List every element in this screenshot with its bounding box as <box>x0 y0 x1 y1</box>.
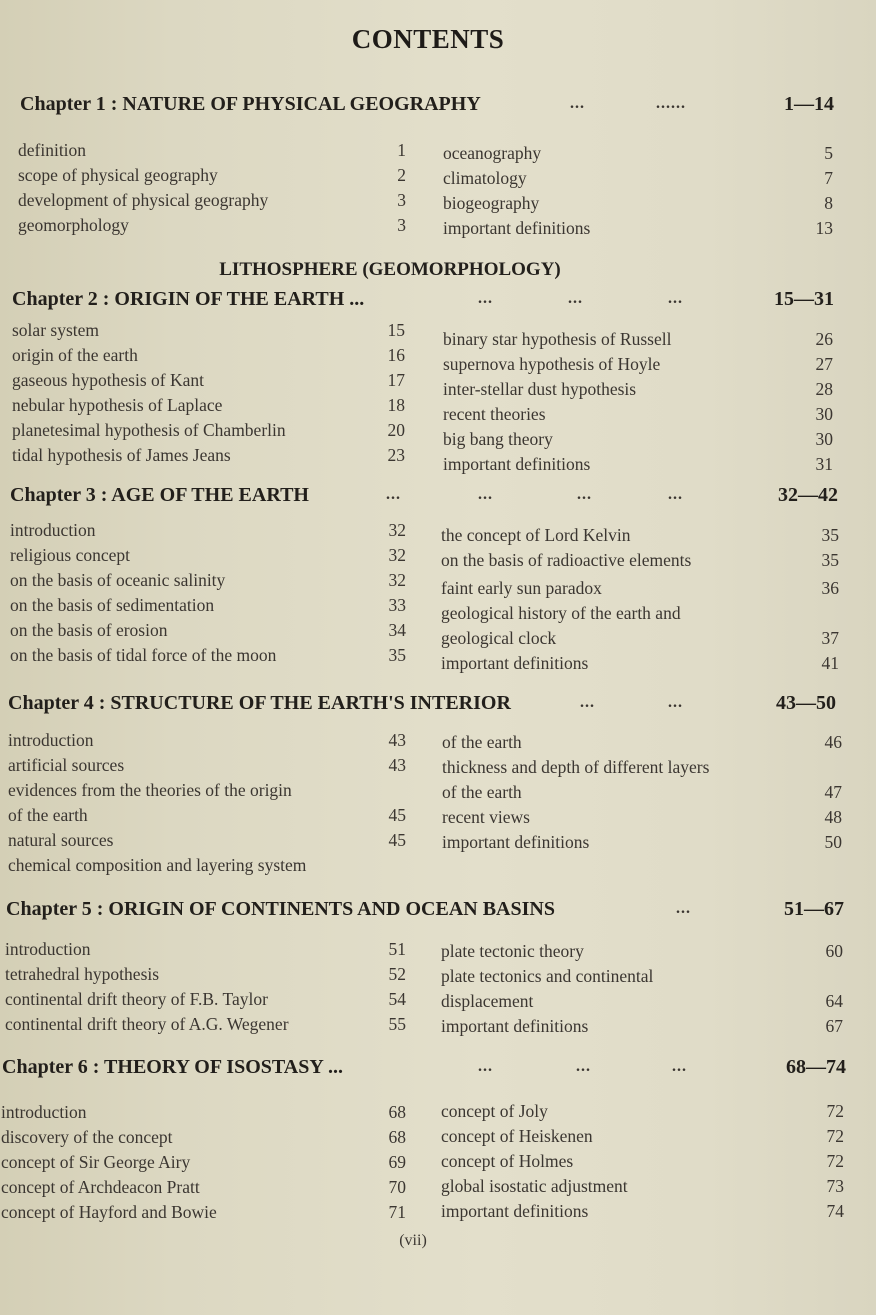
chapter-4-right-column <box>442 732 842 857</box>
toc-entry[interactable]: continental drift theory of A.G. Wegener 55 <box>5 1014 406 1034</box>
toc-entry[interactable]: the concept of Lord Kelvin 35 <box>441 525 839 545</box>
toc-entry[interactable]: on the basis of oceanic salinity 32 <box>10 570 406 590</box>
toc-entry[interactable]: chemical composition and layering system <box>8 855 307 875</box>
toc-entry[interactable]: big bang theory 30 <box>443 429 833 449</box>
page-range: 1—14 <box>784 93 834 115</box>
toc-entry[interactable]: recent views 48 <box>442 807 842 827</box>
leader-dots: ... <box>478 1058 493 1075</box>
toc-entry[interactable]: recent theories 30 <box>443 404 833 424</box>
page-range: 15—31 <box>774 288 834 310</box>
leader-dots: ... <box>580 694 595 711</box>
toc-entry[interactable]: nebular hypothesis of Laplace 18 <box>12 395 405 415</box>
toc-entry[interactable]: on the basis of tidal force of the moon 35 <box>10 645 406 665</box>
toc-entry[interactable]: planetesimal hypothesis of Chamberlin 20 <box>12 420 405 440</box>
toc-entry[interactable]: concept of Sir George Airy 69 <box>1 1152 406 1172</box>
toc-entry[interactable]: of the earth 46 <box>442 732 842 752</box>
chapter-title: Chapter 5 : ORIGIN OF CONTINENTS AND OCEAN BASINS <box>6 898 555 920</box>
toc-entry[interactable]: artificial sources 43 <box>8 755 406 775</box>
leader-dots: ... <box>672 1058 687 1075</box>
toc-entry[interactable]: definition 1 <box>18 140 406 160</box>
toc-entry[interactable]: concept of Archdeacon Pratt 70 <box>1 1177 406 1197</box>
chapter-1-heading <box>0 93 876 121</box>
toc-entry[interactable]: oceanography 5 <box>443 143 833 163</box>
toc-entry[interactable]: concept of Holmes 72 <box>441 1151 844 1171</box>
toc-entry[interactable]: thickness and depth of different layers <box>442 757 710 777</box>
toc-entry[interactable]: of the earth 45 <box>8 805 406 825</box>
chapter-1-left-column <box>18 140 406 240</box>
chapter-title: Chapter 6 : THEORY OF ISOSTASY ... <box>2 1056 344 1078</box>
leader-dots: ... <box>668 290 683 307</box>
page-range: 68—74 <box>786 1056 846 1078</box>
chapter-3-heading <box>0 484 876 512</box>
leader-dots: ... <box>668 694 683 711</box>
toc-entry[interactable]: of the earth 47 <box>442 782 842 802</box>
page-number: (vii) <box>399 1232 427 1249</box>
toc-entry[interactable]: development of physical geography 3 <box>18 190 406 210</box>
chapter-4-heading <box>0 692 876 720</box>
toc-entry[interactable]: gaseous hypothesis of Kant 17 <box>12 370 405 390</box>
toc-entry[interactable]: tidal hypothesis of James Jeans 23 <box>12 445 405 465</box>
toc-entry[interactable]: plate tectonic theory 60 <box>441 941 843 961</box>
toc-entry[interactable]: introduction 32 <box>10 520 406 540</box>
chapter-1-right-column <box>443 143 833 243</box>
leader-dots: ... <box>478 486 493 503</box>
toc-entry[interactable]: displacement 64 <box>441 991 843 1011</box>
toc-entry[interactable]: evidences from the theories of the origin <box>8 780 292 800</box>
toc-entry[interactable]: important definitions 31 <box>443 454 833 474</box>
chapter-2-left-column <box>12 320 405 470</box>
leader-dots: ... <box>568 290 583 307</box>
toc-entry[interactable]: geological history of the earth and <box>441 603 681 623</box>
page-range: 43—50 <box>776 692 836 714</box>
toc-entry[interactable]: scope of physical geography 2 <box>18 165 406 185</box>
toc-entry[interactable]: faint early sun paradox 36 <box>441 578 839 598</box>
toc-entry[interactable]: on the basis of erosion 34 <box>10 620 406 640</box>
leader-dots: ... <box>478 290 493 307</box>
toc-entry[interactable]: tetrahedral hypothesis 52 <box>5 964 406 984</box>
toc-entry[interactable]: global isostatic adjustment 73 <box>441 1176 844 1196</box>
toc-entry[interactable]: binary star hypothesis of Russell 26 <box>443 329 833 349</box>
chapter-3-right-column <box>441 525 839 678</box>
chapter-title: Chapter 1 : NATURE OF PHYSICAL GEOGRAPHY <box>20 93 481 115</box>
toc-entry[interactable]: important definitions 74 <box>441 1201 844 1221</box>
toc-entry[interactable]: concept of Hayford and Bowie 71 <box>1 1202 406 1222</box>
toc-entry[interactable]: geomorphology 3 <box>18 215 406 235</box>
section-heading: LITHOSPHERE (GEOMORPHOLOGY) <box>219 259 561 280</box>
leader-dots: ...... <box>656 95 686 112</box>
leader-dots: ... <box>577 486 592 503</box>
toc-entry[interactable]: plate tectonics and continental <box>441 966 654 986</box>
toc-entry[interactable]: introduction 68 <box>1 1102 406 1122</box>
chapter-2-right-column <box>443 329 833 479</box>
toc-entry[interactable]: on the basis of sedimentation 33 <box>10 595 406 615</box>
chapter-5-right-column <box>441 941 843 1041</box>
leader-dots: ... <box>668 486 683 503</box>
toc-entry[interactable]: supernova hypothesis of Hoyle 27 <box>443 354 833 374</box>
toc-entry[interactable]: important definitions 50 <box>442 832 842 852</box>
chapter-4-left-column <box>8 730 406 880</box>
leader-dots: ... <box>576 1058 591 1075</box>
toc-entry[interactable]: concept of Joly 72 <box>441 1101 844 1121</box>
toc-entry[interactable]: religious concept 32 <box>10 545 406 565</box>
leader-dots: ... <box>386 486 401 503</box>
toc-entry[interactable]: geological clock 37 <box>441 628 839 648</box>
toc-entry[interactable]: discovery of the concept 68 <box>1 1127 406 1147</box>
toc-entry[interactable]: origin of the earth 16 <box>12 345 405 365</box>
chapter-title: Chapter 2 : ORIGIN OF THE EARTH ... <box>12 288 365 310</box>
chapter-5-heading <box>0 898 876 926</box>
toc-entry[interactable]: on the basis of radioactive elements 35 <box>441 550 839 570</box>
chapter-6-heading <box>0 1056 876 1084</box>
toc-entry[interactable]: introduction 51 <box>5 939 406 959</box>
chapter-2-heading <box>0 288 876 316</box>
toc-entry[interactable]: important definitions 41 <box>441 653 839 673</box>
page-title: CONTENTS <box>351 24 505 54</box>
page-range: 32—42 <box>778 484 838 506</box>
leader-dots: ... <box>676 900 691 917</box>
toc-entry[interactable]: important definitions 13 <box>443 218 833 238</box>
toc-entry[interactable]: concept of Heiskenen 72 <box>441 1126 844 1146</box>
toc-entry[interactable]: continental drift theory of F.B. Taylor 54 <box>5 989 406 1009</box>
toc-entry[interactable]: important definitions 67 <box>441 1016 843 1036</box>
chapter-title: Chapter 3 : AGE OF THE EARTH <box>10 484 309 506</box>
chapter-6-left-column <box>1 1102 406 1227</box>
leader-dots: ... <box>570 95 585 112</box>
page-range: 51—67 <box>784 898 844 920</box>
toc-entry[interactable]: introduction 43 <box>8 730 406 750</box>
toc-entry[interactable]: solar system 15 <box>12 320 405 340</box>
chapter-title: Chapter 4 : STRUCTURE OF THE EARTH'S INTERIOR <box>8 692 511 714</box>
toc-entry[interactable]: natural sources 45 <box>8 830 406 850</box>
chapter-3-left-column <box>10 520 406 670</box>
toc-entry[interactable]: climatology 7 <box>443 168 833 188</box>
chapter-6-right-column <box>441 1101 844 1226</box>
toc-entry[interactable]: biogeography 8 <box>443 193 833 213</box>
chapter-5-left-column <box>5 939 406 1039</box>
toc-entry[interactable]: inter-stellar dust hypothesis 28 <box>443 379 833 399</box>
